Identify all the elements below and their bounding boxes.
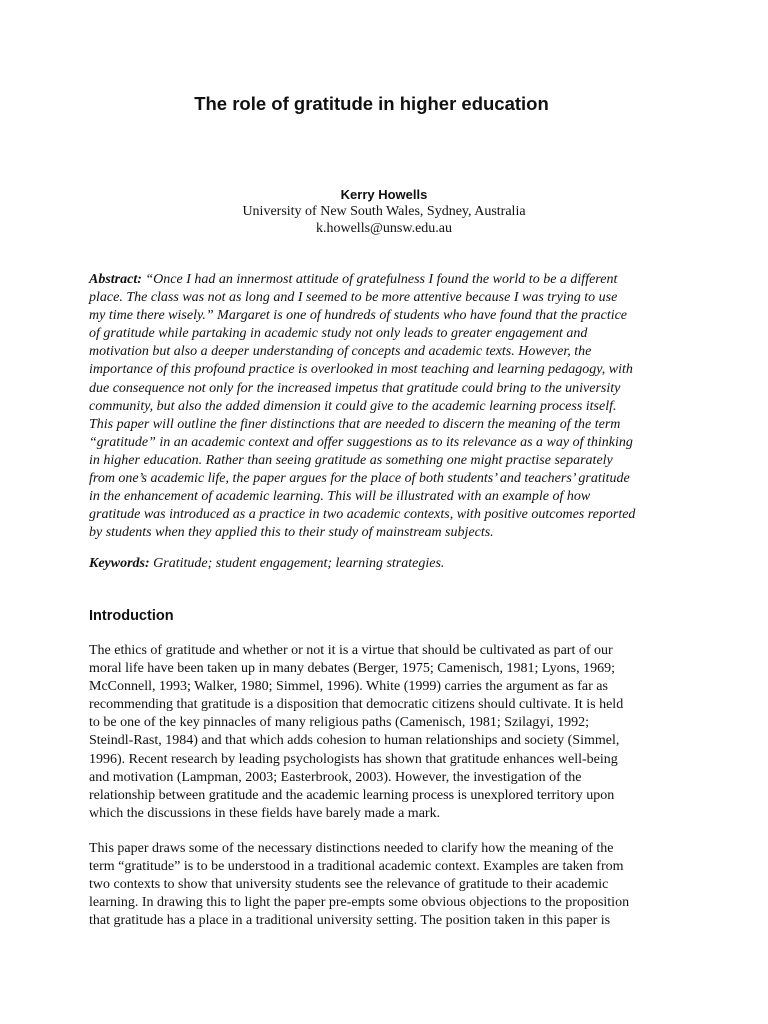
author-name: Kerry Howells <box>340 187 428 202</box>
paragraph-line: recommending that gratitude is a disposition that democratic citizens should cultivate. It is held <box>89 697 624 713</box>
paragraph-line: relationship between gratitude and the academic learning process is unexplored territory upon <box>89 787 615 803</box>
author-email: k.howells@unsw.edu.au <box>315 221 453 236</box>
abstract-line: my time there wisely.” Margaret is one of hundreds of students who have found that the practice <box>89 308 628 324</box>
paragraph-line: 1996). Recent research by leading psychologists has shown that gratitude enhances well-being <box>89 751 618 767</box>
section-heading-introduction: Introduction <box>89 608 174 624</box>
abstract-line: importance of this profound practice is overlooked in most teaching and learning pedagogy, with <box>89 362 633 378</box>
paragraph-line: and motivation (Lampman, 2003; Easterbrook, 2003). However, the investigation of the <box>89 769 582 785</box>
paragraph-line: to be one of the key pinnacles of many religious paths (Camenisch, 1981; Szilagyi, 1992; <box>89 715 590 731</box>
paragraph-line: Steindl-Rast, 1984) and that which adds cohesion to human relationships and society (Simmel, <box>89 733 620 749</box>
paragraph-line: McConnell, 1993; Walker, 1980; Simmel, 1996). White (1999) carries the argument as far as <box>89 679 608 695</box>
paragraph-line: that gratitude has a place in a traditional university setting. The position taken in this paper is <box>89 913 611 929</box>
abstract-line: place. The class was not as long and I seemed to be more attentive because I was trying to use <box>89 290 618 306</box>
abstract-line: by students when they applied this to their study of mainstream subjects. <box>89 525 494 541</box>
paragraph-line: learning. In drawing this to light the paper pre-empts some obvious objections to the proposition <box>89 895 630 911</box>
abstract-text: “Once I had an innermost attitude of gratefulness I found the world to be a different <box>141 272 618 287</box>
keywords-text: Gratitude; student engagement; learning strategies. <box>149 556 445 571</box>
paragraph-line: moral life have been taken up in many debates (Berger, 1975; Camenisch, 1981; Lyons, 1969; <box>89 661 615 677</box>
abstract-line <box>89 271 682 289</box>
paper-title: The role of gratitude in higher education <box>194 93 549 114</box>
abstract-label: Abstract: <box>89 272 142 287</box>
abstract-line: of gratitude while partaking in academic study not only leads to greater engagement and <box>89 326 588 342</box>
body-paragraph <box>89 642 682 823</box>
abstract-line: gratitude was introduced as a practice in two academic contexts, with positive outcomes reported <box>89 507 636 523</box>
paragraph-line: term “gratitude” is to be understood in a traditional academic context. Examples are taken from <box>89 859 624 875</box>
abstract-line: community, but also the added dimension it could give to the academic learning process itself. <box>89 398 617 414</box>
abstract-line: from one’s academic life, the paper argues for the place of both students’ and teachers’ gratitude <box>89 471 630 487</box>
paragraph-line: two contexts to show that university students see the relevance of gratitude to their academic <box>89 877 609 893</box>
abstract-line: in the enhancement of academic learning. This will be illustrated with an example of how <box>89 489 591 505</box>
abstract-line: This paper will outline the finer distinctions that are needed to discern the meaning of the term <box>89 416 621 432</box>
paragraph-line: which the discussions in these fields have barely made a mark. <box>89 805 441 821</box>
abstract-line: motivation but also a deeper understanding of concepts and academic texts. However, the <box>89 344 592 360</box>
author-affiliation: University of New South Wales, Sydney, Australia <box>242 204 526 219</box>
abstract-line: due consequence not only for the increased impetus that gratitude could bring to the university <box>89 380 621 396</box>
paragraph-line: The ethics of gratitude and whether or not it is a virtue that should be cultivated as part of our <box>89 643 613 658</box>
abstract <box>89 271 682 542</box>
abstract-line: “gratitude” in an academic context and offer suggestions as to its relevance as a way of thinking <box>89 434 633 450</box>
author-block <box>0 186 768 237</box>
keywords-label: Keywords: <box>89 556 150 571</box>
body-paragraph <box>89 840 682 930</box>
paragraph-line: This paper draws some of the necessary distinctions needed to clarify how the meaning of the <box>89 841 614 856</box>
keywords <box>89 555 682 573</box>
abstract-line: in higher education. Rather than seeing gratitude as something one might practise separately <box>89 452 613 468</box>
